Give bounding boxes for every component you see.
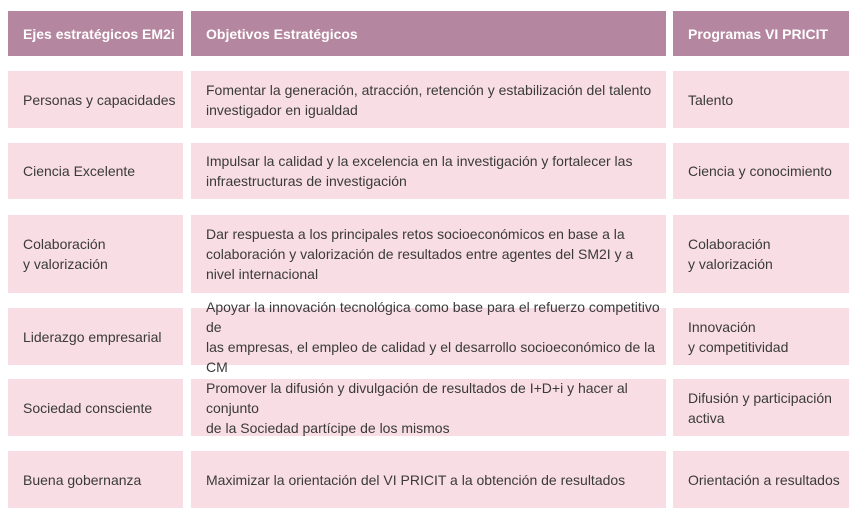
- eje-text: Colaboración y valorización: [23, 236, 108, 272]
- eje-text: Liderazgo empresarial: [23, 328, 162, 345]
- table-row-6-eje: [8, 451, 183, 508]
- objetivo-text: Dar respuesta a los principales retos socioeconómicos en base a la colaboración y valorización de resultados entre agentes del SM2I y a nivel internacional: [206, 226, 634, 282]
- table-row-4-objetivo: [191, 298, 666, 375]
- eje-text: Ciencia Excelente: [23, 163, 136, 179]
- header-ejes: [8, 11, 183, 56]
- table-row-5-programa: [673, 379, 849, 436]
- table-row-3-programa: [673, 215, 849, 293]
- eje-text: Buena gobernanza: [23, 471, 142, 488]
- header-ejes-label: Ejes estratégicos EM2i: [23, 25, 175, 42]
- programa-text: Colaboración y valorización: [688, 236, 773, 272]
- table-row-2-programa: [673, 143, 849, 199]
- programa-text: Difusión y participación activa: [688, 389, 832, 426]
- header-programas-label: Programas VI PRICIT: [688, 25, 829, 42]
- objetivo-text: Fomentar la generación, atracción, retención y estabilización del talento investigador en igualdad: [206, 81, 652, 118]
- programa-text: Talento: [688, 91, 734, 108]
- header-programas: [673, 11, 849, 56]
- table-row-5-eje: [8, 379, 183, 436]
- table-row-2-eje: [8, 143, 183, 199]
- programa-text: Orientación a resultados: [688, 471, 840, 488]
- objetivo-text: Apoyar la innovación tecnológica como base para el refuerzo competitivo de las empresas, el empleo de calidad y el desarrollo socioeconómico de la CM: [206, 298, 660, 375]
- eje-text: Personas y capacidades: [23, 91, 176, 108]
- table-row-5-objetivo: [191, 379, 666, 436]
- table-row-2-objetivo: [191, 143, 666, 199]
- table-row-6-programa: [673, 451, 849, 508]
- objetivo-text: Maximizar la orientación del VI PRICIT a la obtención de resultados: [206, 471, 626, 488]
- table-row-6-objetivo: [191, 451, 666, 508]
- table-row-3-objetivo: [191, 215, 666, 293]
- table-row-4-eje: [8, 308, 183, 365]
- header-objetivos: [191, 11, 666, 56]
- table-row-1-eje: [8, 71, 183, 128]
- header-objetivos-label: Objetivos Estratégicos: [206, 25, 358, 42]
- objetivo-text: Impulsar la calidad y la excelencia en la investigación y fortalecer las infraestructuras de investigación: [206, 153, 633, 189]
- eje-text: Sociedad consciente: [23, 399, 153, 416]
- programa-text: Innovación y competitividad: [688, 318, 789, 355]
- table-row-4-programa: [673, 308, 849, 365]
- table-row-1-programa: [673, 71, 849, 128]
- programa-text: Ciencia y conocimiento: [688, 163, 832, 179]
- table-row-3-eje: [8, 215, 183, 293]
- table-row-1-objetivo: [191, 71, 666, 128]
- objetivo-text: Promover la difusión y divulgación de resultados de I+D+i y hacer al conjunto de la Sociedad partícipe de los mismos: [206, 379, 628, 436]
